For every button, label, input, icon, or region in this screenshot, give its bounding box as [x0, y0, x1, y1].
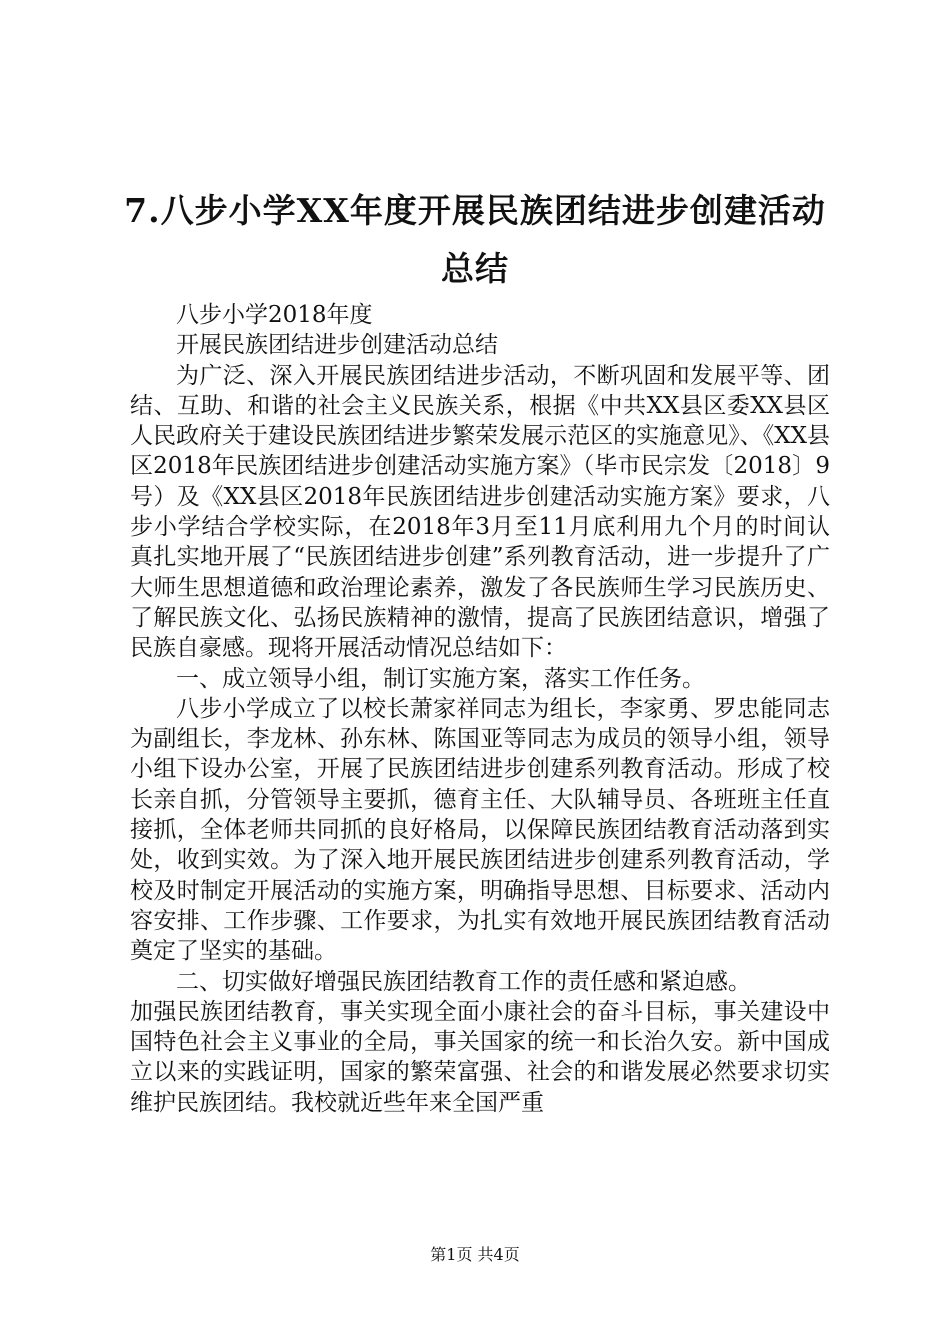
paragraph-section-1: 八步小学成立了以校长萧家祥同志为组长，李家勇、罗忠能同志为副组长，李龙林、孙东林、陈国亚等同志为成员的领导小组，领导小组下设办公室，开展了民族团结进步创建系列教育活动。形成了校长亲自抓，分管领导主要抓，德育主任、大队辅导员、各班班主任直接抓，全体老师共同抓的良好格局，以保障民族团结教育活动落到实处，收到实效。为了深入地开展民族团结进步创建系列教育活动，学校及时制定开展活动的实施方案，明确指导思想、目标要求、活动内容安排、工作步骤、工作要求，为扎实有效地开展民族团结教育活动奠定了坚实的基础。	[130, 695, 830, 965]
paragraph-heading-1: 一、成立领导小组，制订实施方案，落实工作任务。	[176, 665, 705, 692]
document-body	[130, 300, 830, 1118]
paragraph-subtitle: 开展民族团结进步创建活动总结	[176, 332, 498, 359]
paragraph-section-2: 加强民族团结教育，事关实现全面小康社会的奋斗目标，事关建设中国特色社会主义事业的全局，事关国家的统一和长治久安。新中国成立以来的实践证明，国家的繁荣富强、社会的和谐发展必然要求切实维护民族团结。我校就近些年来全国严重	[130, 998, 830, 1116]
paragraph-intro: 为广泛、深入开展民族团结进步活动，不断巩固和发展平等、团结、互助、和谐的社会主义民族关系，根据《中共XX县区委XX县区人民政府关于建设民族团结进步繁荣发展示范区的实施意见》、《XX县区2018年民族团结进步创建活动实施方案》（毕市民宗发〔2018〕9号）及《XX县区2018年民族团结进步创建活动实施方案》要求，八步小学结合学校实际，在2018年3月至11月底利用九个月的时间认真扎实地开展了“民族团结进步创建”系列教育活动，进一步提升了广大师生思想道德和政治理论素养，激发了各民族师生学习民族历史、了解民族文化、弘扬民族精神的激情，提高了民族团结意识，增强了民族自豪感。现将开展活动情况总结如下：	[130, 362, 830, 662]
page-number: 第1页 共4页	[430, 1245, 520, 1264]
document-title: 7.八步小学XX年度开展民族团结进步创建活动总结	[124, 191, 826, 288]
paragraph-school-year: 八步小学2018年度	[176, 302, 373, 328]
paragraph-heading-2: 二、切实做好增强民族团结教育工作的责任感和紧迫感。	[176, 968, 751, 995]
